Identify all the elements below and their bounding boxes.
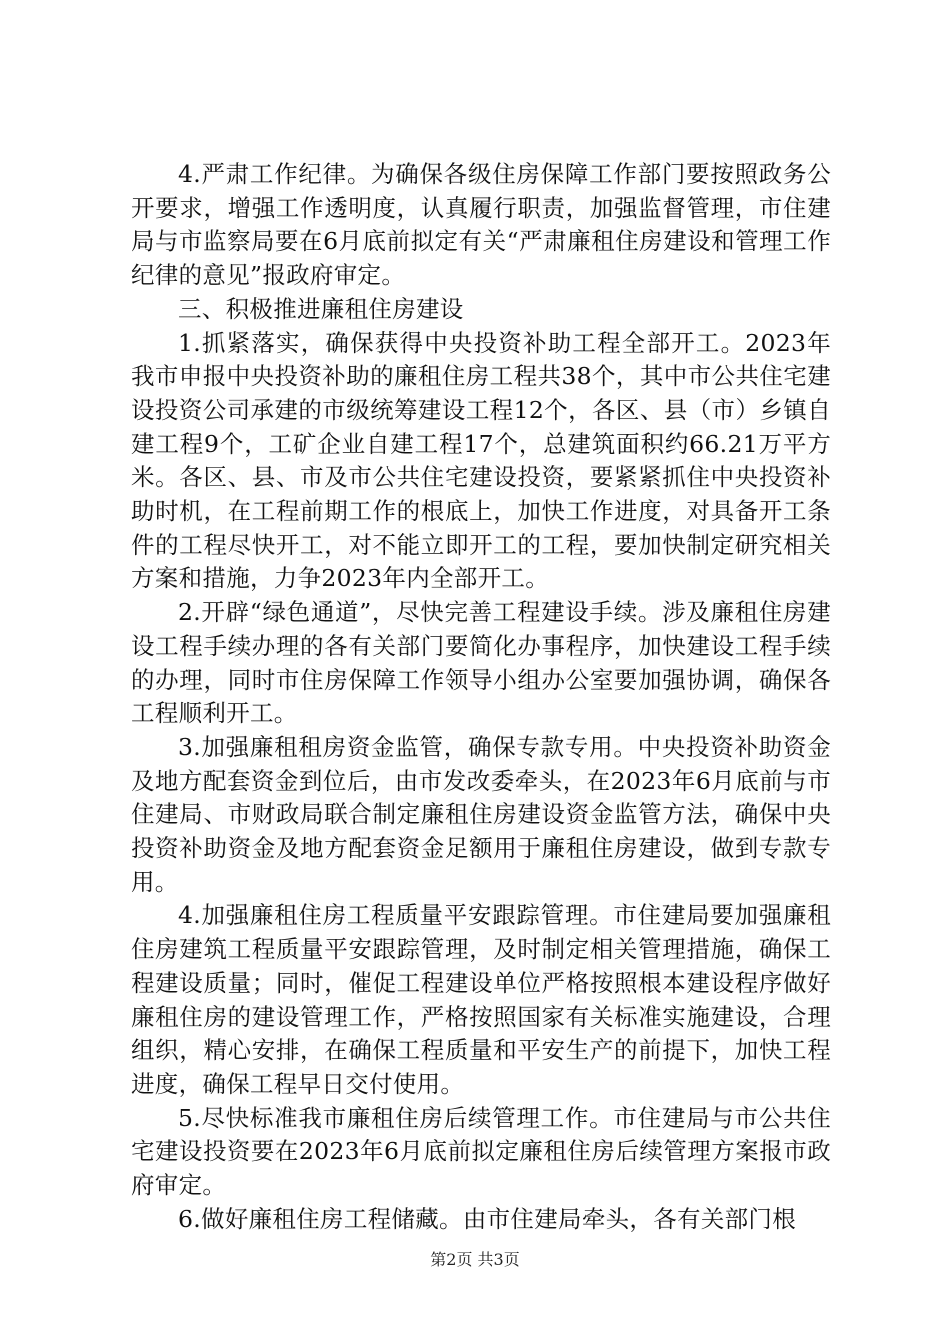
paragraph-item-2: 2.开辟“绿色通道”，尽快完善工程建设手续。涉及廉租住房建设工程手续办理的各有关部门要简化办事程序，加快建设工程手续的办理，同时市住房保障工作领导小组办公室要加强协调，确保各工程顺利开工。 (131, 598, 831, 728)
section-heading: 三、积极推进廉租住房建设 (178, 294, 464, 323)
paragraph-item-3: 3.加强廉租租房资金监管，确保专款专用。中央投资补助资金及地方配套资金到位后，由市发改委牵头，在2023年6月底前与市住建局、市财政局联合制定廉租住房建设资金监管方法，确保中央投资补助资金及地方配套资金足额用于廉租住房建设，做到专款专用。 (131, 732, 831, 896)
paragraph-item-4: 4.加强廉租住房工程质量平安跟踪管理。市住建局要加强廉租住房建筑工程质量平安跟踪管理，及时制定相关管理措施，确保工程建设质量；同时，催促工程建设单位严格按照根本建设程序做好廉租住房的建设管理工作，严格按照国家有关标准实施建设，合理组织，精心安排，在确保工程质量和平安生产的前提下，加快工程进度，确保工程早日交付使用。 (131, 901, 831, 1098)
document-body (131, 158, 831, 1237)
page-number: 第2页 共3页 (430, 1250, 520, 1269)
paragraph-item-5: 5.尽快标准我市廉租住房后续管理工作。市住建局与市公共住宅建设投资要在2023年6月底前拟定廉租住房后续管理方案报市政府审定。 (131, 1103, 831, 1200)
paragraph-item-6: 6.做好廉租住房工程储藏。由市住建局牵头，各有关部门根 (178, 1204, 797, 1233)
paragraph-item-1: 1.抓紧落实，确保获得中央投资补助工程全部开工。2023年我市申报中央投资补助的廉租住房工程共38个，其中市公共住宅建设投资公司承建的市级统筹建设工程12个，各区、县（市）乡镇自建工程9个，工矿企业自建工程17个，总建筑面积约66.21万平方米。各区、县、市及市公共住宅建设投资，要紧紧抓住中央投资补助时机，在工程前期工作的根底上，加快工作进度，对具备开工条件的工程尽快开工，对不能立即开工的工程，要加快制定研究相关方案和措施，力争2023年内全部开工。 (131, 328, 831, 593)
paragraph-discipline: 4.严肃工作纪律。为确保各级住房保障工作部门要按照政务公开要求，增强工作透明度，认真履行职责，加强监督管理，市住建局与市监察局要在6月底前拟定有关“严肃廉租住房建设和管理工作纪律的意见”报政府审定。 (131, 160, 831, 290)
